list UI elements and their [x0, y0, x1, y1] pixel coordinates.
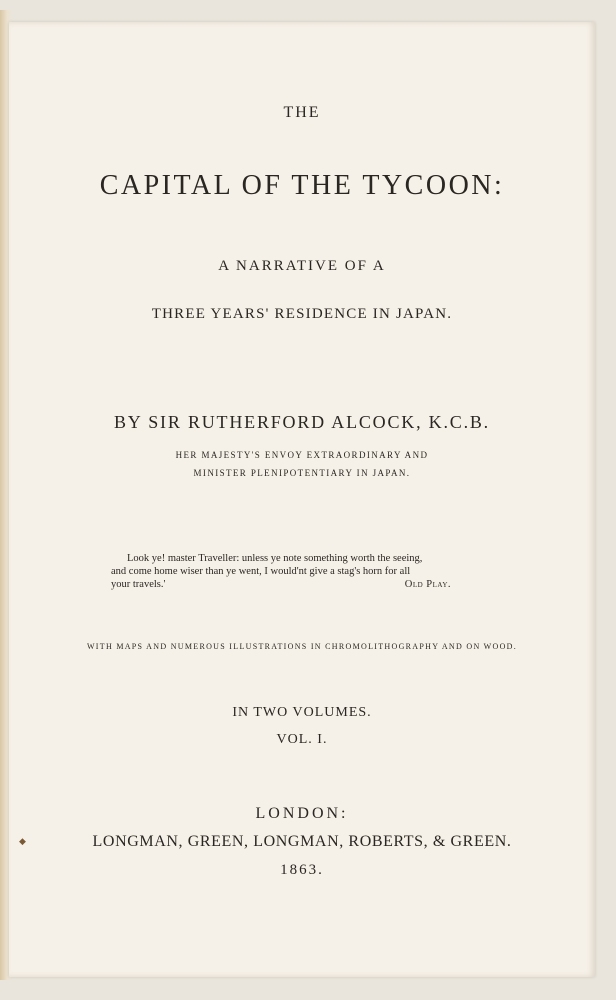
epigraph-line-3 — [111, 578, 451, 591]
author-role-line-1: HER MAJESTY'S ENVOY EXTRAORDINARY AND — [175, 450, 429, 460]
epigraph-attribution: Old Play. — [404, 579, 451, 590]
imprint-city: LONDON: — [255, 805, 349, 822]
author-role-line-2: MINISTER PLENIPOTENTIARY IN JAPAN. — [193, 468, 411, 478]
epigraph-line-2: and come home wiser than ye went, I would'nt give a stag's horn for all — [111, 566, 411, 577]
title-page — [9, 22, 595, 977]
subtitle-line-1: A NARRATIVE OF A — [218, 258, 386, 274]
imprint-publisher: LONGMAN, GREEN, LONGMAN, ROBERTS, & GREEN. — [92, 833, 512, 850]
ink-speck: ◆ — [19, 836, 26, 846]
book-title: CAPITAL OF THE TYCOON: — [99, 170, 505, 201]
volumes-line: IN TWO VOLUMES. — [232, 705, 372, 720]
illustrations-note: WITH MAPS AND NUMEROUS ILLUSTRATIONS IN CHROMOLITHOGRAPHY AND ON WOOD. — [86, 642, 518, 651]
subtitle-line-2: THREE YEARS' RESIDENCE IN JAPAN. — [151, 306, 453, 322]
volume-number: VOL. I. — [276, 732, 328, 747]
imprint-year: 1863. — [280, 862, 324, 878]
epigraph-line-1: Look ye! master Traveller: unless ye note something worth the seeing, — [127, 553, 423, 564]
title-article: THE — [283, 104, 321, 121]
epigraph-line-3-text: your travels.' — [111, 579, 166, 590]
author-line: BY SIR RUTHERFORD ALCOCK, K.C.B. — [114, 412, 490, 432]
epigraph — [111, 552, 451, 591]
